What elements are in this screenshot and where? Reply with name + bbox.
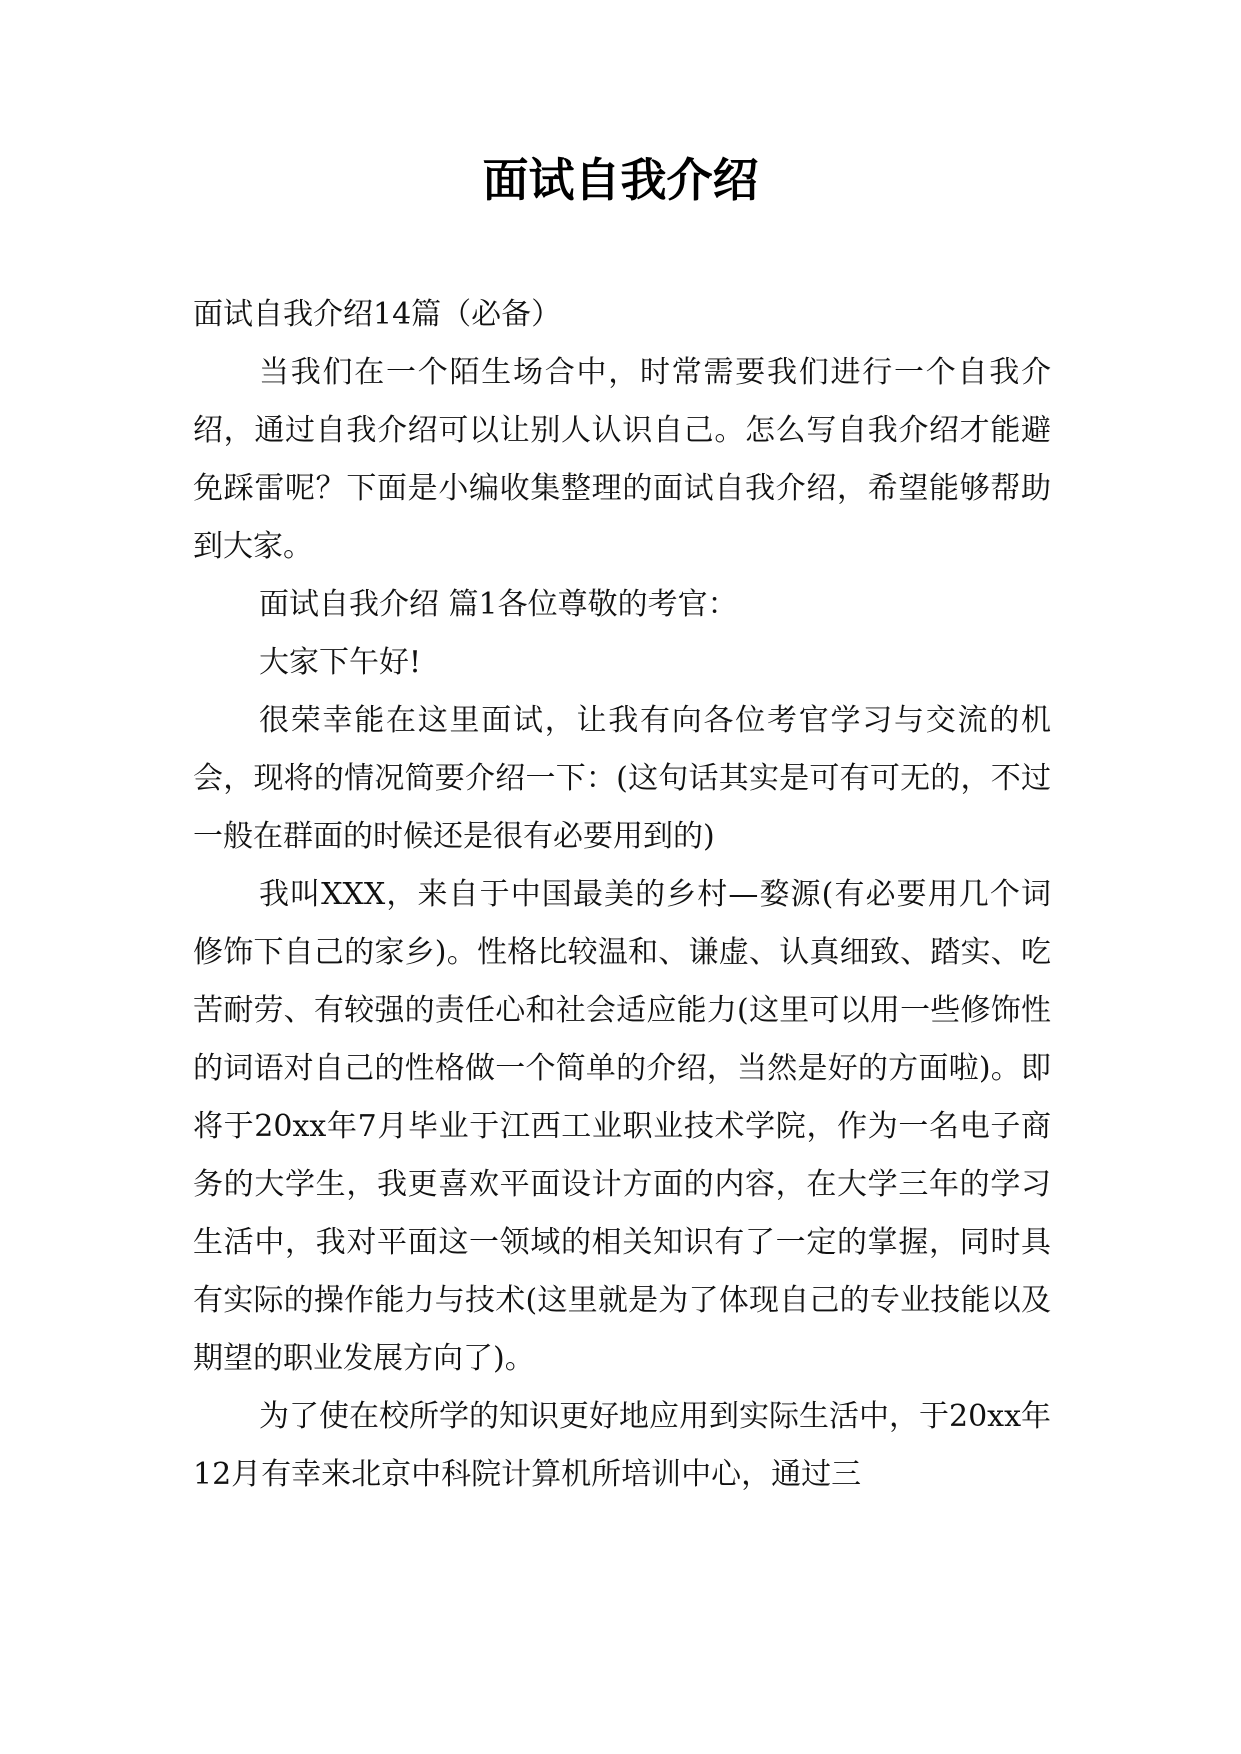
opening-paragraph: 很荣幸能在这里面试，让我有向各位考官学习与交流的机会，现将的情况简要介绍一下：(这句话其实是可有可无的，不过一般在群面的时候还是很有必要用到的) <box>193 703 1051 854</box>
intro-paragraph: 当我们在一个陌生场合中，时常需要我们进行一个自我介绍，通过自我介绍可以让别人认识自己。怎么写自我介绍才能避免踩雷呢？下面是小编收集整理的面试自我介绍，希望能够帮助到大家。 <box>193 355 1051 564</box>
page-title: 面试自我介绍 <box>482 153 759 207</box>
subtitle-paragraph: 面试自我介绍14篇（必备） <box>193 297 562 332</box>
greeting-paragraph: 大家下午好! <box>259 645 422 680</box>
training-paragraph: 为了使在校所学的知识更好地应用到实际生活中，于20xx年12月有幸来北京中科院计算机所培训中心，通过三 <box>193 1399 1052 1492</box>
section-heading-paragraph: 面试自我介绍 篇1各位尊敬的考官： <box>259 587 738 622</box>
self-description-paragraph: 我叫XXX，来自于中国最美的乡村—婺源(有必要用几个词修饰下自己的家乡)。性格比较温和、谦虚、认真细致、踏实、吃苦耐劳、有较强的责任心和社会适应能力(这里可以用一些修饰性的词语对自己的性格做一个简单的介绍，当然是好的方面啦)。即将于20xx年7月毕业于江西工业职业技术学院，作为一名电子商务的大学生，我更喜欢平面设计方面的内容，在大学三年的学习生活中，我对平面这一领域的相关知识有了一定的掌握，同时具有实际的操作能力与技术(这里就是为了体现自己的专业技能以及期望的职业发展方向了)。 <box>193 877 1051 1376</box>
document-body <box>193 286 1051 1504</box>
